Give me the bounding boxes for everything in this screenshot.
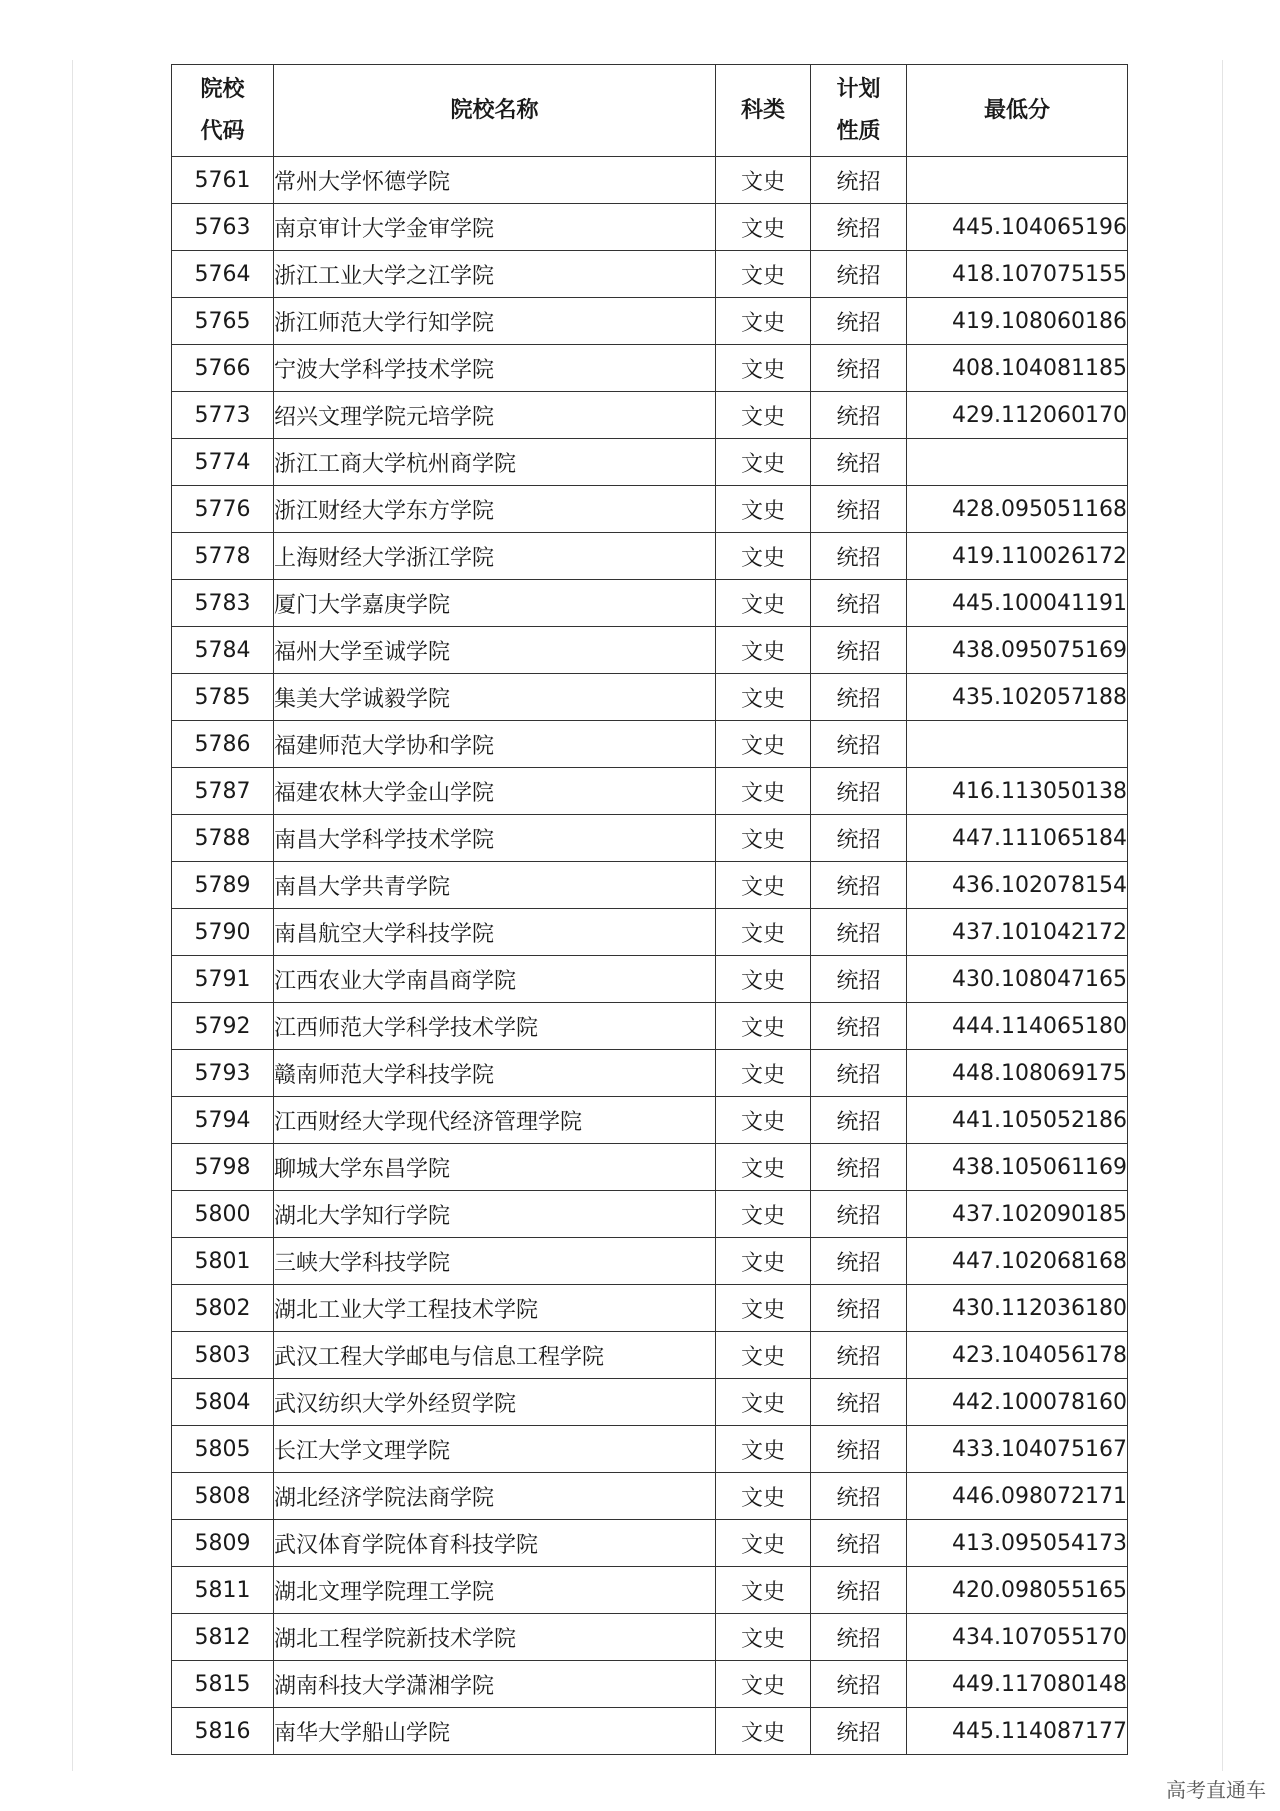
cell-category: 文史 xyxy=(716,345,811,392)
table-row xyxy=(172,909,1128,956)
cell-school-code: 5812 xyxy=(172,1614,274,1661)
cell-plan-type: 统招 xyxy=(811,815,907,862)
cell-min-score: 436.102078154 xyxy=(907,862,1128,909)
cell-plan-type: 统招 xyxy=(811,392,907,439)
header-row xyxy=(172,65,1128,157)
cell-min-score: 437.102090185 xyxy=(907,1191,1128,1238)
cell-min-score: 445.114087177 xyxy=(907,1708,1128,1755)
cell-min-score: 419.108060186 xyxy=(907,298,1128,345)
cell-category: 文史 xyxy=(716,1379,811,1426)
table-row xyxy=(172,392,1128,439)
cell-category: 文史 xyxy=(716,956,811,1003)
cell-min-score: 413.095054173 xyxy=(907,1520,1128,1567)
cell-school-code: 5774 xyxy=(172,439,274,486)
cell-min-score: 444.114065180 xyxy=(907,1003,1128,1050)
cell-school-code: 5794 xyxy=(172,1097,274,1144)
cell-min-score: 448.108069175 xyxy=(907,1050,1128,1097)
cell-category: 文史 xyxy=(716,533,811,580)
cell-min-score: 435.102057188 xyxy=(907,674,1128,721)
watermark-text: 高考直通车 xyxy=(1166,1778,1266,1802)
cell-category: 文史 xyxy=(716,1285,811,1332)
cell-school-name: 武汉工程大学邮电与信息工程学院 xyxy=(274,1332,716,1379)
cell-min-score: 441.105052186 xyxy=(907,1097,1128,1144)
cell-min-score: 418.107075155 xyxy=(907,251,1128,298)
cell-plan-type: 统招 xyxy=(811,768,907,815)
table-row xyxy=(172,768,1128,815)
header-plan-type xyxy=(811,65,907,157)
cell-min-score: 420.098055165 xyxy=(907,1567,1128,1614)
cell-category: 文史 xyxy=(716,580,811,627)
cell-school-name: 江西师范大学科学技术学院 xyxy=(274,1003,716,1050)
cell-plan-type: 统招 xyxy=(811,1520,907,1567)
cell-school-name: 湖北工业大学工程技术学院 xyxy=(274,1285,716,1332)
cell-school-code: 5809 xyxy=(172,1520,274,1567)
cell-school-name: 三峡大学科技学院 xyxy=(274,1238,716,1285)
table-row xyxy=(172,1050,1128,1097)
cell-category: 文史 xyxy=(716,1567,811,1614)
table-row xyxy=(172,1520,1128,1567)
cell-category: 文史 xyxy=(716,815,811,862)
cell-min-score: 442.100078160 xyxy=(907,1379,1128,1426)
cell-school-code: 5793 xyxy=(172,1050,274,1097)
cell-school-name: 湖北大学知行学院 xyxy=(274,1191,716,1238)
table-row xyxy=(172,1426,1128,1473)
page-edge-right xyxy=(1222,60,1223,1771)
cell-plan-type: 统招 xyxy=(811,1191,907,1238)
cell-school-name: 江西财经大学现代经济管理学院 xyxy=(274,1097,716,1144)
cell-school-code: 5765 xyxy=(172,298,274,345)
cell-school-code: 5785 xyxy=(172,674,274,721)
cell-min-score: 438.095075169 xyxy=(907,627,1128,674)
cell-min-score: 434.107055170 xyxy=(907,1614,1128,1661)
cell-school-name: 武汉纺织大学外经贸学院 xyxy=(274,1379,716,1426)
cell-min-score xyxy=(907,721,1128,768)
cell-school-code: 5787 xyxy=(172,768,274,815)
cell-category: 文史 xyxy=(716,392,811,439)
table-row xyxy=(172,956,1128,1003)
cell-category: 文史 xyxy=(716,439,811,486)
cell-school-code: 5791 xyxy=(172,956,274,1003)
cell-school-code: 5804 xyxy=(172,1379,274,1426)
cell-min-score: 408.104081185 xyxy=(907,345,1128,392)
cell-school-name: 南昌航空大学科技学院 xyxy=(274,909,716,956)
table-row xyxy=(172,721,1128,768)
table-row xyxy=(172,298,1128,345)
cell-category: 文史 xyxy=(716,674,811,721)
header-code-line2: 代码 xyxy=(200,118,245,144)
table-row xyxy=(172,1708,1128,1755)
cell-school-code: 5808 xyxy=(172,1473,274,1520)
cell-min-score: 438.105061169 xyxy=(907,1144,1128,1191)
cell-category: 文史 xyxy=(716,1614,811,1661)
table-row xyxy=(172,627,1128,674)
cell-min-score: 446.098072171 xyxy=(907,1473,1128,1520)
cell-school-code: 5815 xyxy=(172,1661,274,1708)
cell-category: 文史 xyxy=(716,1050,811,1097)
cell-school-code: 5792 xyxy=(172,1003,274,1050)
cell-plan-type: 统招 xyxy=(811,157,907,204)
table-row xyxy=(172,533,1128,580)
cell-min-score: 423.104056178 xyxy=(907,1332,1128,1379)
table-row xyxy=(172,1285,1128,1332)
cell-school-name: 江西农业大学南昌商学院 xyxy=(274,956,716,1003)
table-row xyxy=(172,439,1128,486)
table-row xyxy=(172,486,1128,533)
cell-school-name: 浙江财经大学东方学院 xyxy=(274,486,716,533)
cell-plan-type: 统招 xyxy=(811,204,907,251)
header-school-code xyxy=(172,65,274,157)
table-row xyxy=(172,1332,1128,1379)
header-school-name: 院校名称 xyxy=(274,65,716,157)
cell-category: 文史 xyxy=(716,1003,811,1050)
header-min-score: 最低分 xyxy=(907,65,1128,157)
cell-category: 文史 xyxy=(716,627,811,674)
cell-plan-type: 统招 xyxy=(811,721,907,768)
cell-min-score: 419.110026172 xyxy=(907,533,1128,580)
cell-plan-type: 统招 xyxy=(811,1473,907,1520)
table-row xyxy=(172,1191,1128,1238)
table-body xyxy=(172,157,1128,1755)
cell-school-name: 集美大学诚毅学院 xyxy=(274,674,716,721)
cell-category: 文史 xyxy=(716,1097,811,1144)
cell-plan-type: 统招 xyxy=(811,486,907,533)
cell-school-code: 5789 xyxy=(172,862,274,909)
cell-school-code: 5764 xyxy=(172,251,274,298)
cell-min-score: 433.104075167 xyxy=(907,1426,1128,1473)
cell-school-code: 5763 xyxy=(172,204,274,251)
cell-school-name: 浙江工业大学之江学院 xyxy=(274,251,716,298)
table-row xyxy=(172,1144,1128,1191)
table-row xyxy=(172,1661,1128,1708)
cell-plan-type: 统招 xyxy=(811,627,907,674)
admission-score-table xyxy=(171,64,1128,1755)
cell-category: 文史 xyxy=(716,1191,811,1238)
cell-school-name: 福建农林大学金山学院 xyxy=(274,768,716,815)
cell-plan-type: 统招 xyxy=(811,1097,907,1144)
cell-min-score xyxy=(907,157,1128,204)
table-row xyxy=(172,157,1128,204)
cell-school-name: 绍兴文理学院元培学院 xyxy=(274,392,716,439)
cell-school-code: 5766 xyxy=(172,345,274,392)
cell-min-score: 416.113050138 xyxy=(907,768,1128,815)
cell-category: 文史 xyxy=(716,1661,811,1708)
table-row xyxy=(172,1473,1128,1520)
cell-school-code: 5790 xyxy=(172,909,274,956)
cell-school-name: 南昌大学共青学院 xyxy=(274,862,716,909)
cell-school-name: 南华大学船山学院 xyxy=(274,1708,716,1755)
table-header xyxy=(172,65,1128,157)
table-row xyxy=(172,1238,1128,1285)
cell-plan-type: 统招 xyxy=(811,862,907,909)
cell-plan-type: 统招 xyxy=(811,298,907,345)
cell-category: 文史 xyxy=(716,1144,811,1191)
cell-school-code: 5798 xyxy=(172,1144,274,1191)
table-row xyxy=(172,862,1128,909)
cell-school-code: 5811 xyxy=(172,1567,274,1614)
cell-plan-type: 统招 xyxy=(811,1614,907,1661)
cell-school-code: 5816 xyxy=(172,1708,274,1755)
cell-min-score: 447.102068168 xyxy=(907,1238,1128,1285)
cell-category: 文史 xyxy=(716,768,811,815)
cell-plan-type: 统招 xyxy=(811,1050,907,1097)
cell-category: 文史 xyxy=(716,298,811,345)
cell-school-name: 浙江工商大学杭州商学院 xyxy=(274,439,716,486)
table-row xyxy=(172,674,1128,721)
cell-plan-type: 统招 xyxy=(811,674,907,721)
cell-school-name: 长江大学文理学院 xyxy=(274,1426,716,1473)
cell-min-score: 445.104065196 xyxy=(907,204,1128,251)
cell-plan-type: 统招 xyxy=(811,1003,907,1050)
cell-plan-type: 统招 xyxy=(811,956,907,1003)
table-row xyxy=(172,251,1128,298)
cell-school-name: 南京审计大学金审学院 xyxy=(274,204,716,251)
cell-school-name: 聊城大学东昌学院 xyxy=(274,1144,716,1191)
cell-min-score: 429.112060170 xyxy=(907,392,1128,439)
table-row xyxy=(172,1614,1128,1661)
cell-category: 文史 xyxy=(716,486,811,533)
cell-plan-type: 统招 xyxy=(811,1708,907,1755)
header-plan-line2: 性质 xyxy=(836,118,881,144)
cell-school-code: 5802 xyxy=(172,1285,274,1332)
cell-min-score: 437.101042172 xyxy=(907,909,1128,956)
cell-plan-type: 统招 xyxy=(811,439,907,486)
cell-school-name: 湖北文理学院理工学院 xyxy=(274,1567,716,1614)
cell-school-name: 福州大学至诚学院 xyxy=(274,627,716,674)
cell-plan-type: 统招 xyxy=(811,1379,907,1426)
cell-category: 文史 xyxy=(716,909,811,956)
cell-plan-type: 统招 xyxy=(811,1238,907,1285)
cell-plan-type: 统招 xyxy=(811,909,907,956)
cell-school-name: 常州大学怀德学院 xyxy=(274,157,716,204)
cell-plan-type: 统招 xyxy=(811,580,907,627)
table-row xyxy=(172,1003,1128,1050)
cell-school-name: 南昌大学科学技术学院 xyxy=(274,815,716,862)
cell-school-code: 5800 xyxy=(172,1191,274,1238)
table-row xyxy=(172,1567,1128,1614)
cell-plan-type: 统招 xyxy=(811,1332,907,1379)
cell-min-score: 430.108047165 xyxy=(907,956,1128,1003)
cell-category: 文史 xyxy=(716,1238,811,1285)
cell-category: 文史 xyxy=(716,204,811,251)
cell-school-code: 5776 xyxy=(172,486,274,533)
cell-category: 文史 xyxy=(716,1708,811,1755)
cell-school-code: 5803 xyxy=(172,1332,274,1379)
cell-min-score: 430.112036180 xyxy=(907,1285,1128,1332)
cell-category: 文史 xyxy=(716,1332,811,1379)
cell-school-name: 湖北经济学院法商学院 xyxy=(274,1473,716,1520)
cell-school-code: 5778 xyxy=(172,533,274,580)
cell-school-code: 5784 xyxy=(172,627,274,674)
cell-school-name: 湖南科技大学潇湘学院 xyxy=(274,1661,716,1708)
cell-school-code: 5773 xyxy=(172,392,274,439)
cell-school-name: 福建师范大学协和学院 xyxy=(274,721,716,768)
table-row xyxy=(172,580,1128,627)
table-row xyxy=(172,1379,1128,1426)
header-plan-line1: 计划 xyxy=(836,76,881,102)
cell-school-name: 厦门大学嘉庚学院 xyxy=(274,580,716,627)
cell-category: 文史 xyxy=(716,251,811,298)
cell-category: 文史 xyxy=(716,1520,811,1567)
cell-school-code: 5801 xyxy=(172,1238,274,1285)
table-row xyxy=(172,815,1128,862)
cell-school-name: 浙江师范大学行知学院 xyxy=(274,298,716,345)
cell-plan-type: 统招 xyxy=(811,533,907,580)
cell-school-code: 5761 xyxy=(172,157,274,204)
cell-school-code: 5786 xyxy=(172,721,274,768)
cell-plan-type: 统招 xyxy=(811,345,907,392)
cell-school-code: 5788 xyxy=(172,815,274,862)
cell-category: 文史 xyxy=(716,1426,811,1473)
cell-min-score xyxy=(907,439,1128,486)
cell-category: 文史 xyxy=(716,1473,811,1520)
cell-school-name: 湖北工程学院新技术学院 xyxy=(274,1614,716,1661)
table-row xyxy=(172,204,1128,251)
cell-school-code: 5783 xyxy=(172,580,274,627)
cell-plan-type: 统招 xyxy=(811,1661,907,1708)
cell-school-name: 武汉体育学院体育科技学院 xyxy=(274,1520,716,1567)
header-category: 科类 xyxy=(716,65,811,157)
table-row xyxy=(172,345,1128,392)
page-edge-left xyxy=(72,60,73,1771)
cell-category: 文史 xyxy=(716,721,811,768)
cell-plan-type: 统招 xyxy=(811,1567,907,1614)
cell-school-name: 上海财经大学浙江学院 xyxy=(274,533,716,580)
cell-category: 文史 xyxy=(716,862,811,909)
cell-school-name: 宁波大学科学技术学院 xyxy=(274,345,716,392)
cell-min-score: 428.095051168 xyxy=(907,486,1128,533)
cell-min-score: 445.100041191 xyxy=(907,580,1128,627)
cell-plan-type: 统招 xyxy=(811,1426,907,1473)
cell-school-name: 赣南师范大学科技学院 xyxy=(274,1050,716,1097)
cell-min-score: 447.111065184 xyxy=(907,815,1128,862)
header-code-line1: 院校 xyxy=(200,76,245,102)
cell-min-score: 449.117080148 xyxy=(907,1661,1128,1708)
cell-school-code: 5805 xyxy=(172,1426,274,1473)
table-row xyxy=(172,1097,1128,1144)
cell-plan-type: 统招 xyxy=(811,1285,907,1332)
cell-category: 文史 xyxy=(716,157,811,204)
cell-plan-type: 统招 xyxy=(811,251,907,298)
cell-plan-type: 统招 xyxy=(811,1144,907,1191)
